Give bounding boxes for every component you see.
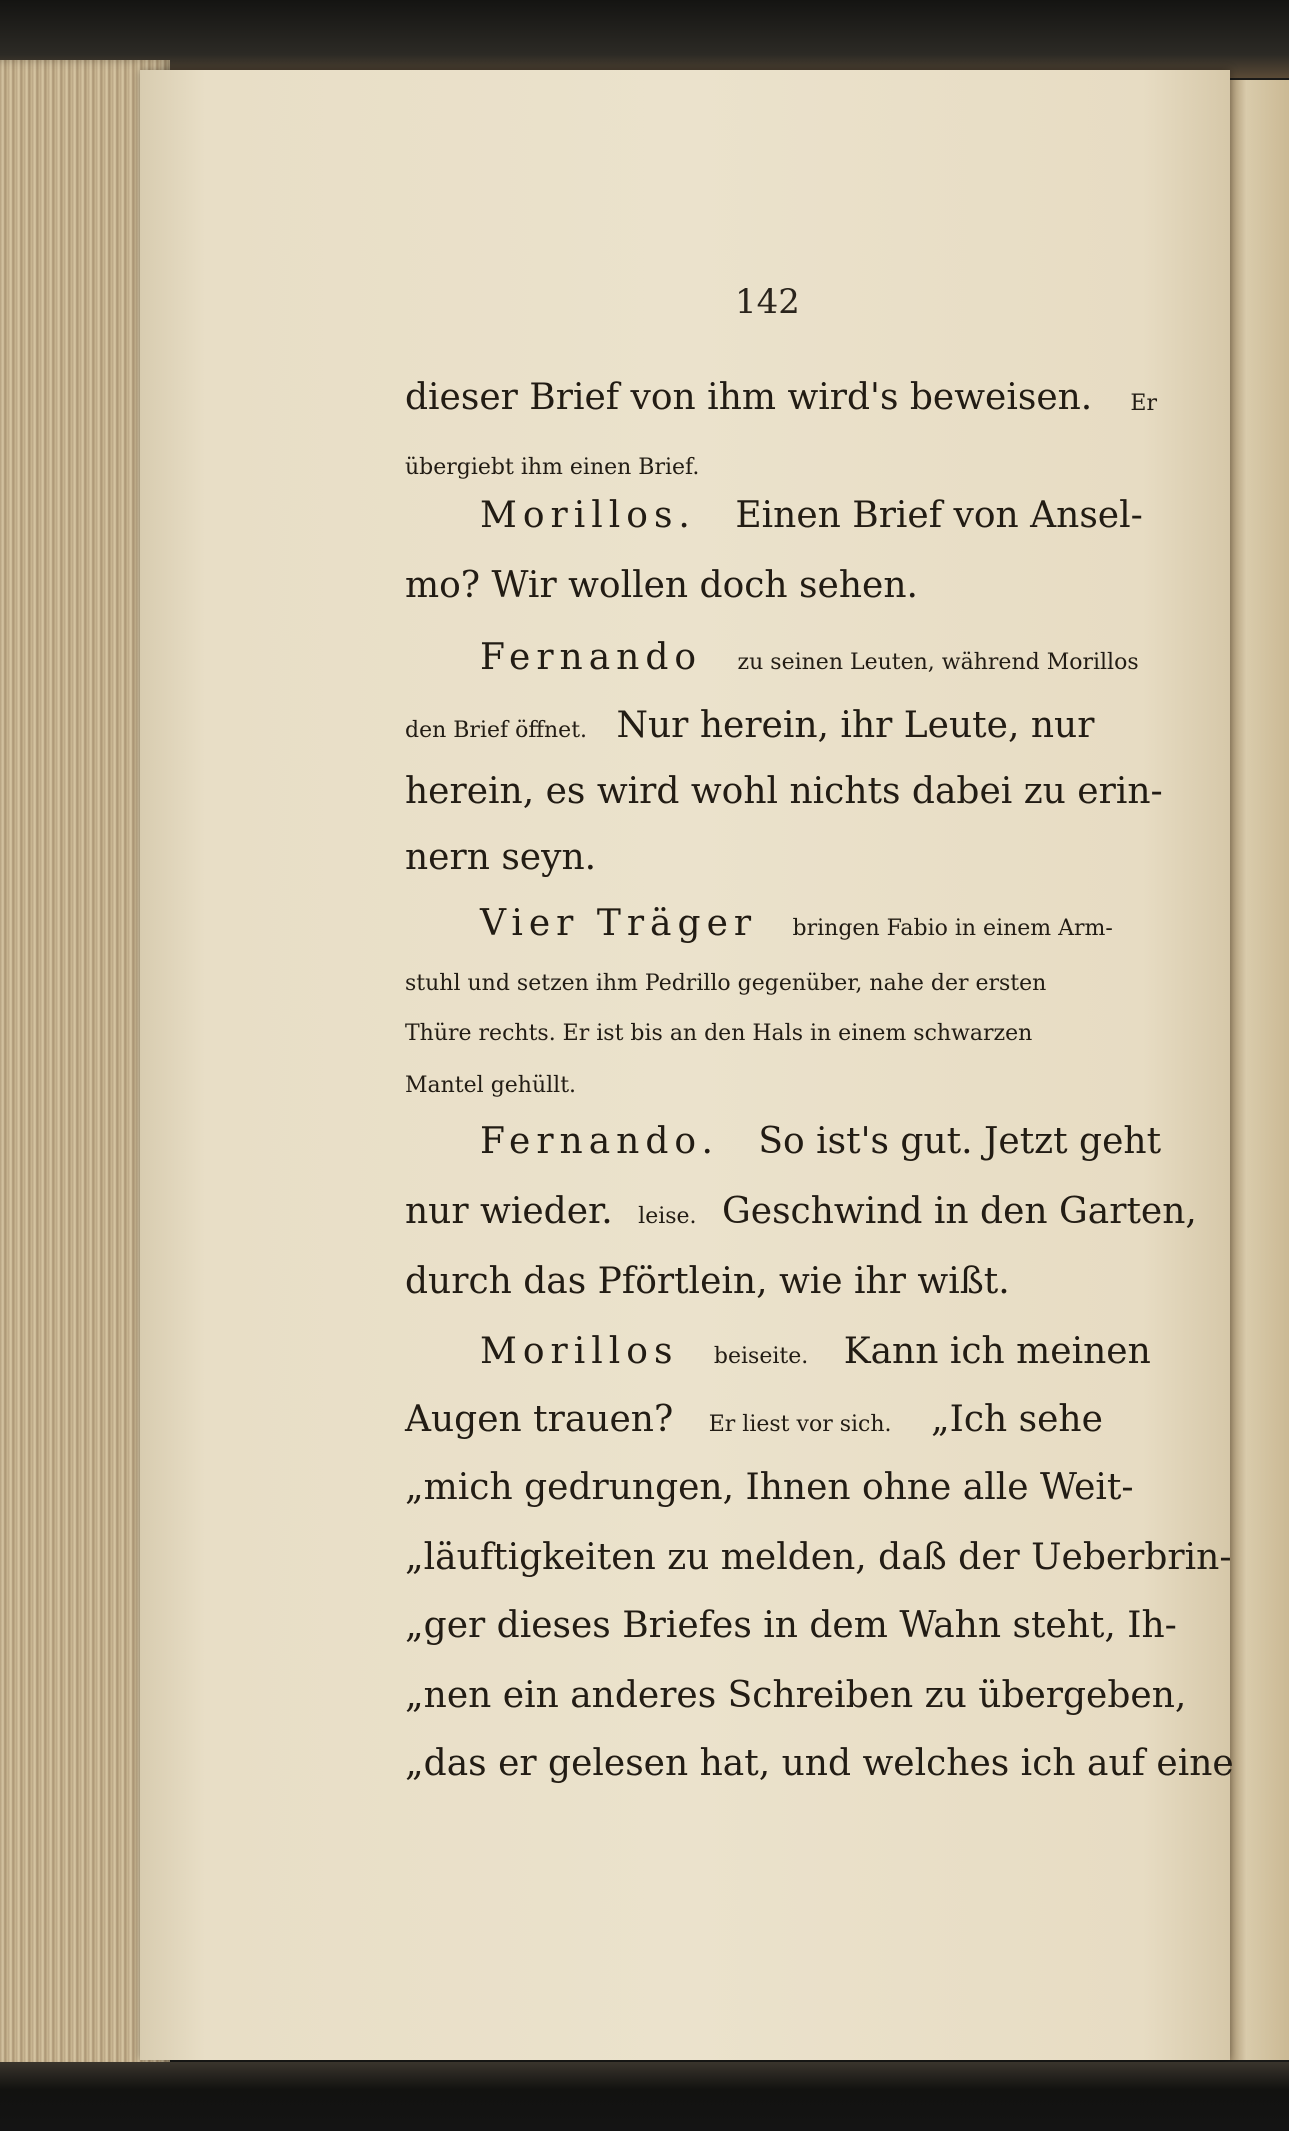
text-line [405, 378, 1157, 418]
stage-direction-line [405, 1066, 1157, 1106]
line-text: durch das Pförtlein, wie ihr wißt. [405, 1261, 1010, 1302]
stage-direction: bringen Fabio in einem Arm- [792, 916, 1113, 941]
stage-direction: Thüre rechts. Er ist bis an den Hals in einem schwarzen [405, 1021, 1033, 1046]
line-text: Einen Brief von Ansel- [735, 495, 1143, 536]
text-line [405, 1537, 1232, 1578]
line-text: So ist's gut. Jetzt geht [758, 1121, 1162, 1162]
stage-direction: leise. [638, 1204, 697, 1229]
line-text: „läuftigkeiten zu melden, daß der Ueberbrin- [405, 1537, 1232, 1578]
line-text: „das er gelesen hat, und welches ich auf eine [405, 1743, 1234, 1784]
line-text: Nur herein, ihr Leute, nur [616, 705, 1095, 746]
stage-direction: den Brief öffnet. [405, 718, 588, 743]
stage-direction: Er [1130, 391, 1157, 416]
stage-direction-line [405, 964, 1157, 1004]
text-line [405, 1262, 1157, 1302]
text-line [405, 1743, 1234, 1784]
line-text: „nen ein anderes Schreiben zu übergeben, [405, 1675, 1187, 1716]
speaker-name: Fernando. [480, 1121, 719, 1162]
adjacent-page [1228, 80, 1289, 2060]
stage-direction-line [405, 448, 1157, 488]
text-line [480, 496, 1157, 536]
text-line [480, 904, 1157, 949]
stage-direction: zu seinen Leuten, während Morillos [737, 650, 1139, 675]
speaker-name: Morillos. [480, 495, 696, 536]
scan-top-edge [0, 0, 1289, 78]
text-line [480, 1332, 1157, 1377]
stage-direction: Mantel gehüllt. [405, 1073, 577, 1098]
line-text: nern seyn. [405, 837, 597, 878]
line-text: mo? Wir wollen doch sehen. [405, 565, 918, 606]
text-line [405, 1468, 1157, 1508]
line-text: „mich gedrungen, Ihnen ohne alle Weit- [405, 1467, 1134, 1508]
speaker-name: Vier Träger [480, 903, 758, 944]
stage-direction: übergiebt ihm einen Brief. [405, 455, 700, 480]
stage-direction-line [405, 1014, 1157, 1054]
text-line [405, 1191, 1197, 1237]
line-text: dieser Brief von ihm wird's beweisen. [405, 377, 1093, 418]
line-text: Kann ich meinen [843, 1331, 1151, 1372]
page-number: 142 [735, 282, 800, 322]
text-line [480, 1121, 1162, 1162]
line-text: herein, es wird wohl nichts dabei zu erin- [405, 771, 1163, 812]
line-text: „Ich sehe [930, 1399, 1103, 1440]
text-line [405, 771, 1163, 812]
text-line [405, 1605, 1177, 1646]
line-text: „ger dieses Briefes in dem Wahn steht, Ih- [405, 1605, 1177, 1646]
line-text: nur wieder. [405, 1191, 613, 1232]
text-line [405, 706, 1157, 751]
line-text: Augen trauen? [405, 1399, 674, 1440]
text-line [405, 1675, 1187, 1716]
text-line [480, 638, 1157, 683]
stage-direction: stuhl und setzen ihm Pedrillo gegenüber, nahe der ersten [405, 971, 1047, 996]
line-text: Geschwind in den Garten, [722, 1191, 1197, 1232]
stage-direction: Er liest vor sich. [708, 1412, 892, 1437]
scan-bottom-edge [0, 2062, 1289, 2131]
stage-direction: beiseite. [713, 1344, 809, 1369]
speaker-name: Fernando [480, 637, 703, 678]
text-line [405, 838, 1157, 878]
text-line [405, 1400, 1157, 1445]
speaker-name: Morillos [480, 1331, 679, 1372]
text-line [405, 566, 1157, 606]
